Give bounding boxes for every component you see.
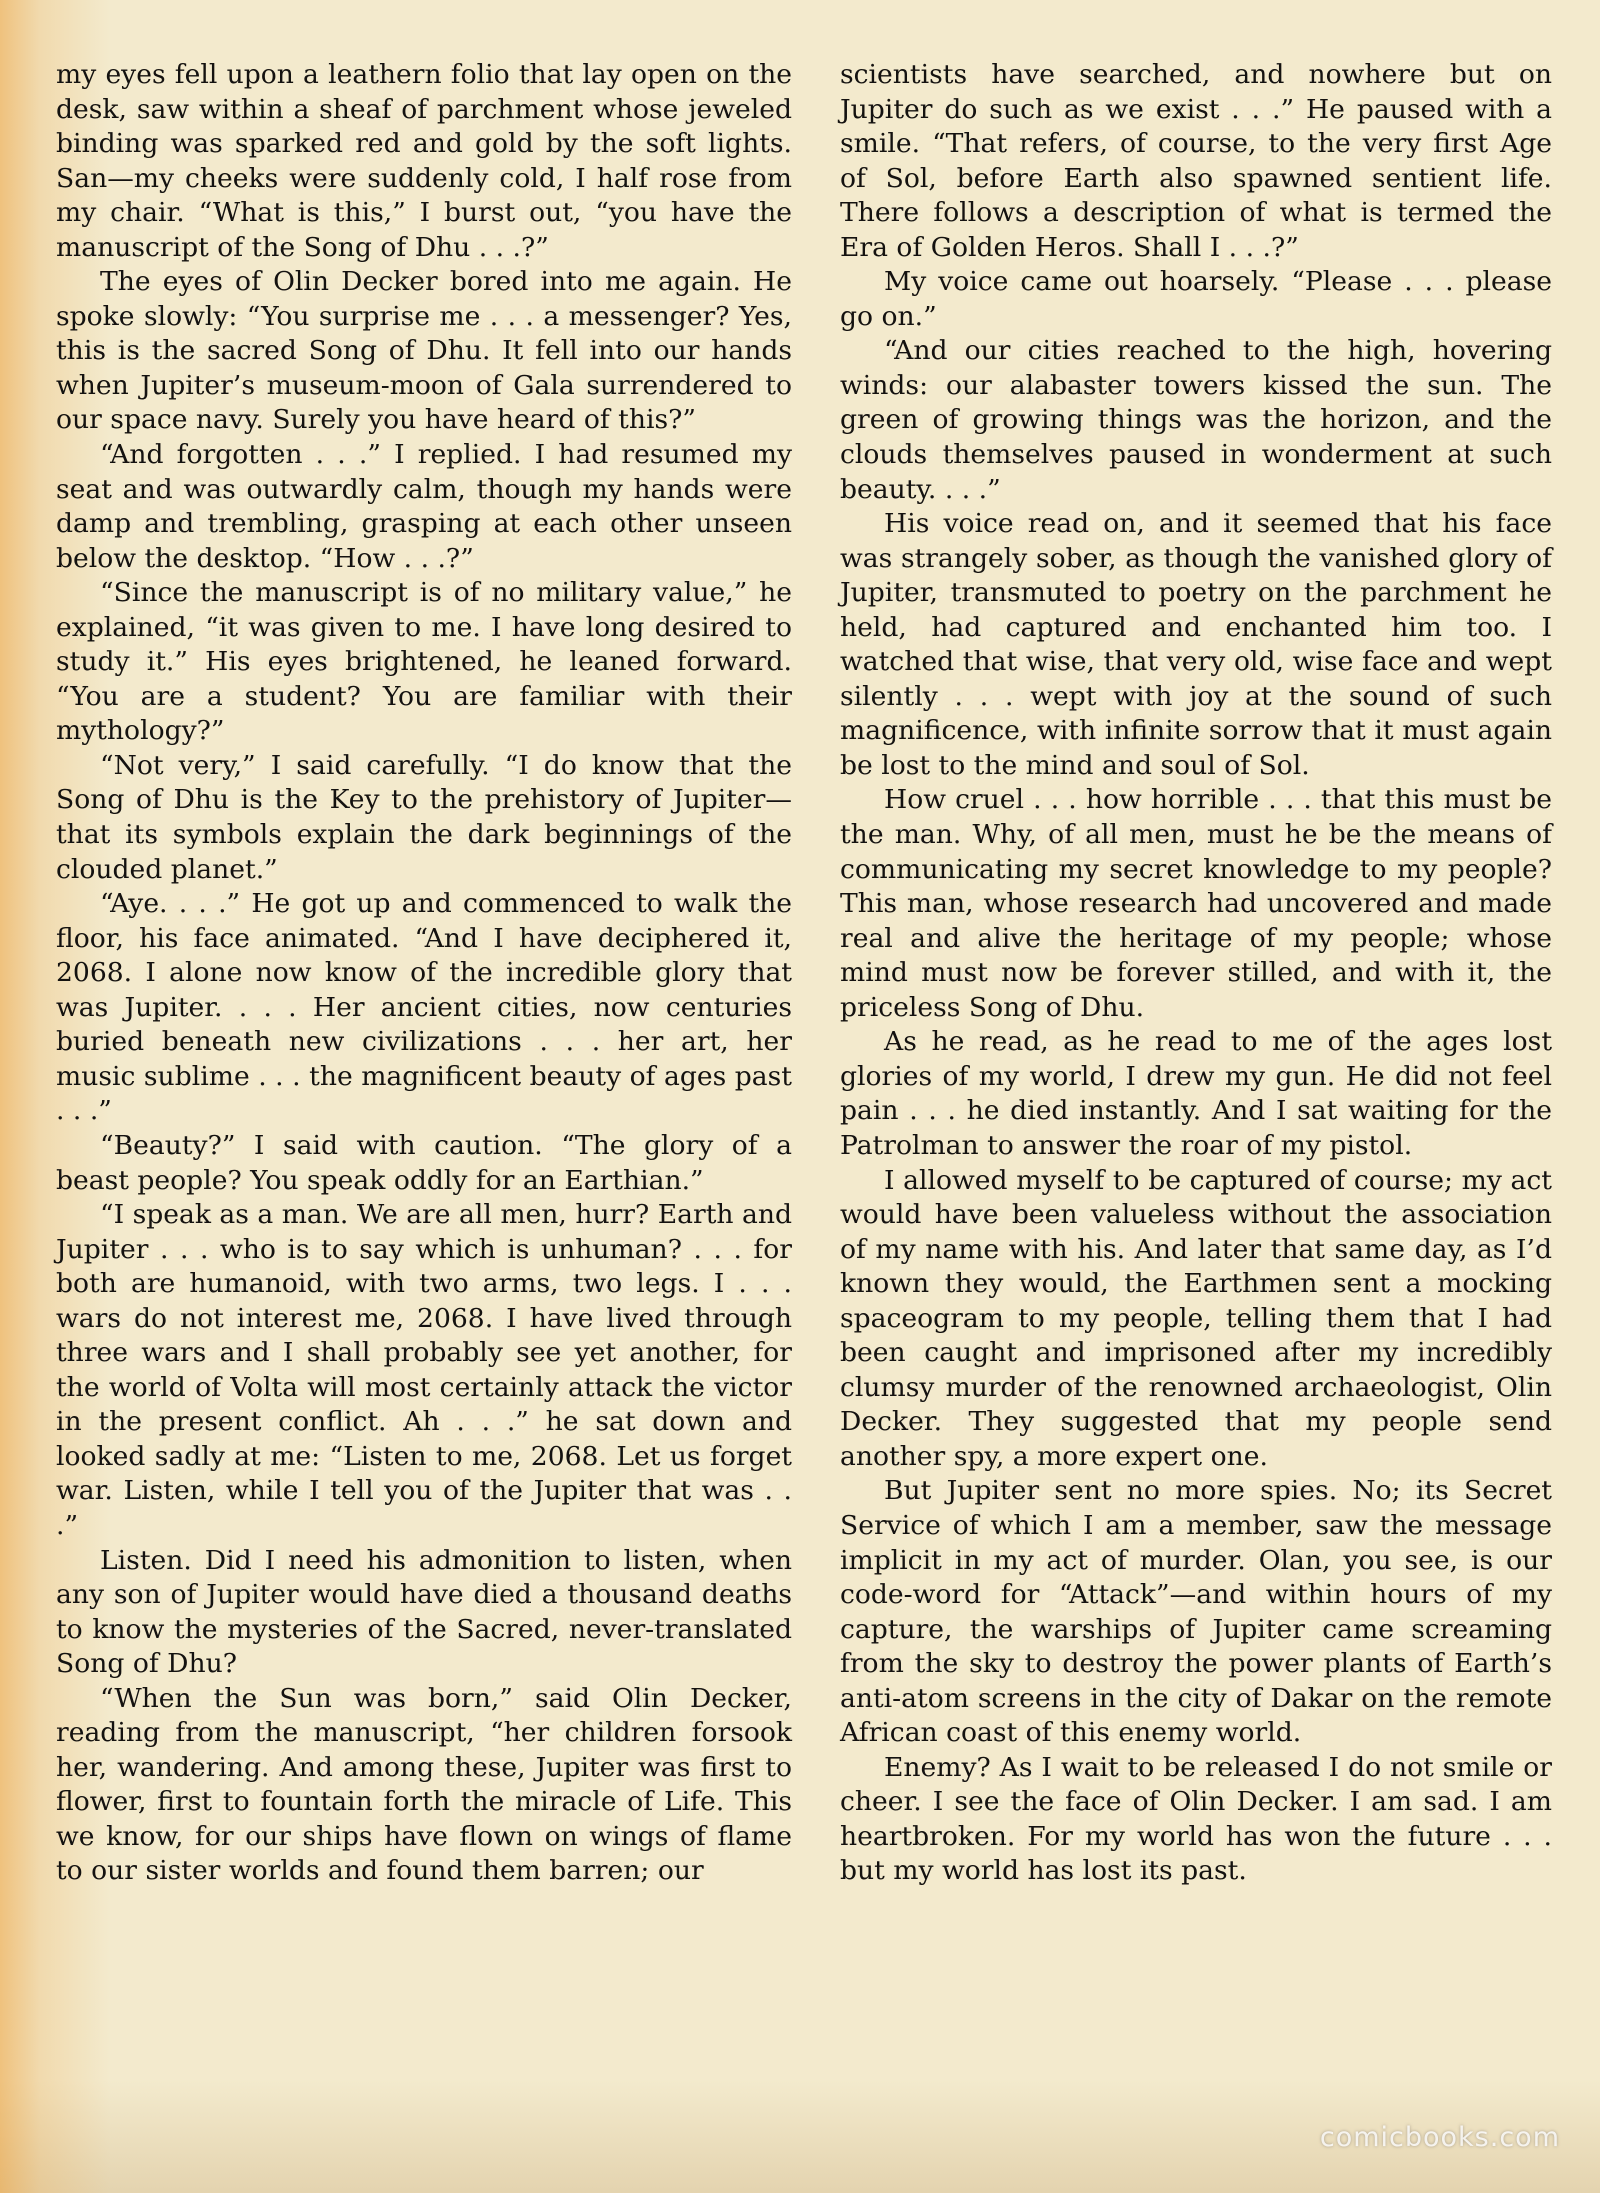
paragraph: Listen. Did I need his admonition to listen, when any son of Jupiter would have died a thousand deaths to know the mysteries of the Sacred, never-translated Song of Dhu? (56, 1544, 792, 1680)
watermark: comicbooks.com (1319, 2122, 1560, 2153)
paragraph: The eyes of Olin Decker bored into me again. He spoke slowly: “You surprise me . . . a messenger? Yes, this is the sacred Song of Dhu. It fell into our hands when Jupiter’s museum-moon of Gala surrendered to our space navy. Surely you have heard of this?” (56, 266, 792, 436)
paragraph: “Aye. . . .” He got up and commenced to walk the floor, his face animated. “And I have deciphered it, 2068. I alone now know of the incredible glory that was Jupiter. . . . Her ancient cities, now centuries buried beneath new civilizations . . . her art, her music sublime . . . the magnificent beauty of ages past . . .” (56, 888, 792, 1127)
paragraph: My voice came out hoarsely. “Please . . . please go on.” (840, 266, 1552, 332)
paragraph: “I speak as a man. We are all men, hurr? Earth and Jupiter . . . who is to say which is unhuman? . . . for both are humanoid, with two arms, two legs. I . . . wars do not interest me, 2068. I have lived through three wars and I shall probably see yet another, for the world of Volta will most certainly attack the victor in the present conflict. Ah . . .” he sat down and looked sadly at me: “Listen to me, 2068. Let us forget war. Listen, while I tell you of the Jupiter that was . . .” (56, 1199, 792, 1541)
left-column (56, 58, 792, 1889)
paragraph: “When the Sun was born,” said Olin Decker, reading from the manuscript, “her children forsook her, wandering. And among these, Jupiter was first to flower, first to fountain forth the miracle of Life. This we know, for our ships have flown on wings of flame to our sister worlds and found them barren; our (56, 1682, 792, 1887)
right-column (840, 58, 1552, 1889)
paragraph: Enemy? As I wait to be released I do not smile or cheer. I see the face of Olin Decker. I am sad. I am heartbroken. For my world has won the future . . . but my world has lost its past. (840, 1751, 1552, 1887)
paragraph: “And forgotten . . .” I replied. I had resumed my seat and was outwardly calm, though my hands were damp and trembling, grasping at each other unseen below the desktop. “How . . .?” (56, 439, 792, 574)
paragraph: “Beauty?” I said with caution. “The glory of a beast people? You speak oddly for an Earthian.” (56, 1129, 792, 1196)
paragraph: I allowed myself to be captured of course; my act would have been valueless without the association of my name with his. And later that same day, as I’d known they would, the Earthmen sent a mocking spaceogram to my people, telling them that I had been caught and imprisoned after my incredibly clumsy murder of the renowned archaeologist, Olin Decker. They suggested that my people send another spy, a more expert one. (840, 1164, 1552, 1472)
paragraph: “And our cities reached to the high, hovering winds: our alabaster towers kissed the sun. The green of growing things was the horizon, and the clouds themselves paused in wonderment at such beauty. . . .” (840, 335, 1552, 505)
paragraph: “Since the manuscript is of no military value,” he explained, “it was given to me. I have long desired to study it.” His eyes brightened, he leaned forward. “You are a student? You are familiar with their mythology?” (56, 577, 792, 747)
paragraph: my eyes fell upon a leathern folio that lay open on the desk, saw within a sheaf of parchment whose jeweled binding was sparked red and gold by the soft lights. San—my cheeks were suddenly cold, I half rose from my chair. “What is this,” I burst out, “you have the manuscript of the Song of Dhu . . .?” (56, 59, 792, 263)
paragraph: His voice read on, and it seemed that his face was strangely sober, as though the vanished glory of Jupiter, transmuted to poetry on the parchment he held, had captured and enchanted him too. I watched that wise, that very old, wise face and wept silently . . . wept with joy at the sound of such magnificence, with infinite sorrow that it must again be lost to the mind and soul of Sol. (840, 508, 1552, 781)
paragraph: scientists have searched, and nowhere but on Jupiter do such as we exist . . .” He paused with a smile. “That refers, of course, to the very first Age of Sol, before Earth also spawned sentient life. There follows a description of what is termed the Era of Golden Heros. Shall I . . .?” (840, 59, 1552, 263)
paragraph: As he read, as he read to me of the ages lost glories of my world, I drew my gun. He did not feel pain . . . he died instantly. And I sat waiting for the Patrolman to answer the roar of my pistol. (840, 1026, 1552, 1161)
paragraph: “Not very,” I said carefully. “I do know that the Song of Dhu is the Key to the prehistory of Jupiter—that its symbols explain the dark beginnings of the clouded planet.” (56, 749, 792, 885)
paragraph: But Jupiter sent no more spies. No; its Secret Service of which I am a member, saw the message implicit in my act of murder. Olan, you see, is our code-word for “Attack”—and within hours of my capture, the warships of Jupiter came screaming from the sky to destroy the power plants of Earth’s anti-atom screens in the city of Dakar on the remote African coast of this enemy world. (840, 1475, 1552, 1749)
paragraph: How cruel . . . how horrible . . . that this must be the man. Why, of all men, must he be the means of communicating my secret knowledge to my people? This man, whose research had uncovered and made real and alive the heritage of my people; whose mind must now be forever stilled, and with it, the priceless Song of Dhu. (840, 784, 1552, 1023)
